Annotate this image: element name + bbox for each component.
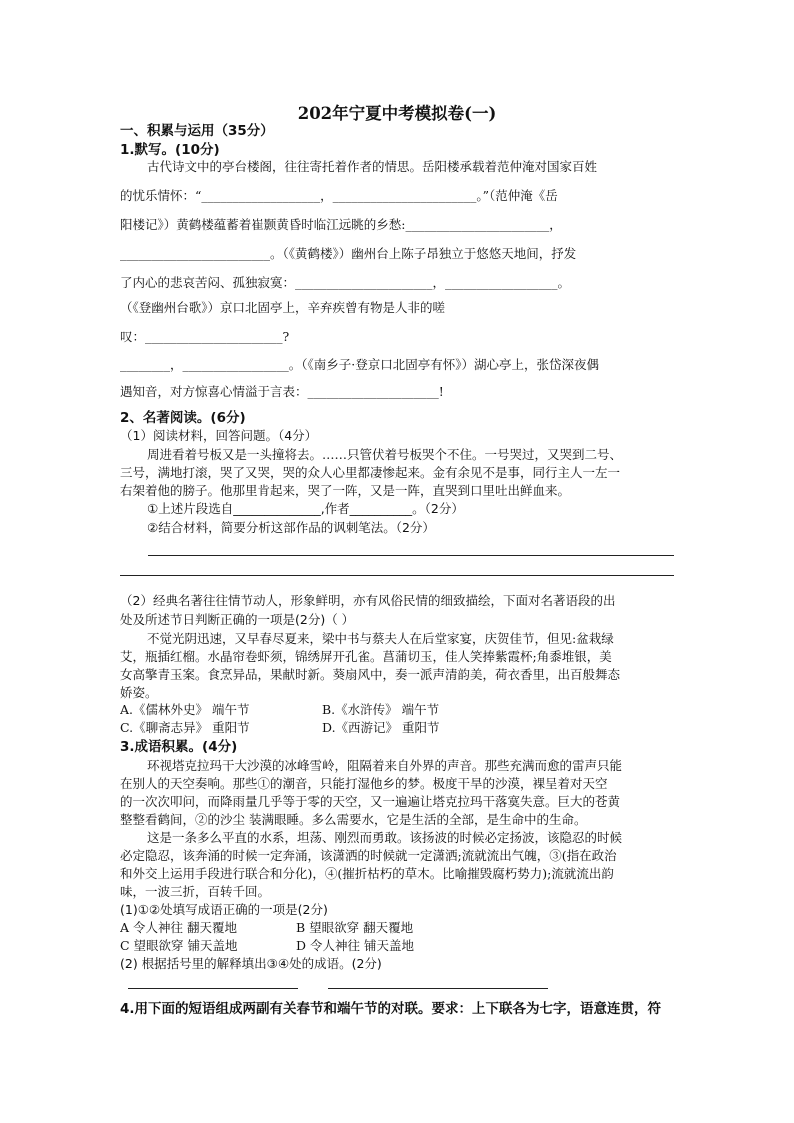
q3-passage-line: 在别人的天空奏响。那些①的潮音，只能打湿他乡的梦。极度干旱的沙漠，裸呈着对天空 (120, 776, 608, 791)
q1-line: 遇知音，对方惊喜心情溢于言表：_____________________! (120, 384, 444, 399)
q2-passage2-line: 不觉光阴迅速，又早春尽夏来，梁中书与蔡夫人在后堂家宴，庆贺佳节，但见:盆栽绿 (147, 631, 614, 646)
question-1-heading: 1.默写。(10分) (120, 142, 220, 158)
answer-line (128, 988, 298, 989)
page-title: 202年宁夏中考模拟卷(一) (297, 104, 497, 123)
q2-item1: ①上述片段选自______________,作者__________。（2分） (147, 501, 464, 516)
q2-option-a: A.《儒林外史》 端午节 (120, 702, 250, 717)
q3-passage-line: 必定隐忍，该奔涌的时候一定奔涌，该潇洒的时候就一定潇洒;流就流出气魄，③(指在政治 (120, 848, 617, 863)
q3-passage-line: 环视塔克拉玛干大沙漠的冰峰雪岭，阻隔着来自外界的声音。那些充满而愈的雷声只能 (147, 758, 623, 773)
q2-option-b: B.《水浒传》 端午节 (322, 702, 440, 717)
answer-line (120, 575, 674, 576)
answer-line (328, 988, 548, 989)
answer-line (148, 555, 674, 556)
q2-passage-line: 周进看着号板又是一头撞将去。……只管伏着号板哭个不住。一号哭过，又哭到二号、 (147, 447, 623, 462)
q2-passage2-line: 女高擎青玉案。食烹异品，果献时新。葵扇风中，奏一派声清韵美，荷衣香里，出百般舞态 (120, 667, 621, 682)
q3-option-c: C 望眼欲穿 铺天盖地 (120, 938, 238, 953)
q2-option-d: D.《西游记》 重阳节 (322, 720, 440, 735)
question-4-line: 4.用下面的短语组成两副有关春节和端午节的对联。要求：上下联各为七字，语意连贯，符 (120, 1001, 662, 1017)
q3-option-a: A 令人神往 翻天覆地 (120, 920, 237, 935)
q1-line: 阳楼记》）黄鹤楼蕴蓄着崔颢黄昏时临江远眺的乡愁:_______________________， (120, 217, 562, 232)
question-2-heading: 2、名著阅读。(6分) (120, 410, 246, 426)
question-3-heading: 3.成语积累。(4分) (120, 739, 238, 755)
q3-passage-line: 和外交上运用手段进行联合和分化)，④(摧折枯朽的草木。比喻摧毁腐朽势力);流就流出韵 (120, 866, 614, 881)
q1-line: ________，_________________。（《南乡子·登京口北固亭有怀》）湖心亭上，张岱深夜偶 (120, 357, 599, 372)
q1-line: 古代诗文中的亭台楼阁，往往寄托着作者的情思。岳阳楼承载着范仲淹对国家百姓 (147, 159, 598, 174)
q2-passage2-line: 娇姿。 (120, 685, 158, 700)
q3-passage-line: 味，一波三折，百转千回。 (120, 884, 271, 899)
q1-line: 了内心的悲哀苦闷、孤独寂寞：______________________，__________________。 (120, 275, 571, 290)
q2-sub2-line: （2）经典名著往往情节动人，形象鲜明，亦有风俗民情的细致描绘，下面对名著语段的出 (120, 593, 616, 608)
q1-line: 叹：______________________? (120, 329, 290, 344)
q1-line: （《登幽州台歌》）京口北固亭上，辛弃疾曾有物是人非的嗟 (120, 300, 446, 315)
q3-passage-line: 的一次次叩问，而降雨量几乎等于零的天空，又一遍遍让塔克拉玛干落寞失意。巨大的苍黄 (120, 794, 621, 809)
q2-passage-line: 三号，满地打滚，哭了又哭，哭的众人心里都凄惨起来。金有余见不是事，同行主人一左一 (120, 465, 621, 480)
q2-sub2-line: 处及所述节日判断正确的一项是(2分)（ ） (120, 612, 355, 627)
q1-line: ________________________。（《黄鹤楼》）幽州台上陈子昂独立于悠悠天地间，抒发 (120, 246, 577, 261)
section-heading: 一、积累与运用（35分） (120, 123, 274, 139)
q1-line: 的忧乐情怀：“___________________，_______________________。”（范仲淹《岳 (120, 188, 558, 203)
q3-passage-line: 整整看鹤间，②的沙尘 装满眼睡。多么需要水，它是生活的全部，是生命中的生命。 (120, 812, 587, 827)
q2-passage-line: 右架着他的膀子。他那里肯起来，哭了一阵，又是一阵，直哭到口里吐出鲜血来。 (120, 483, 571, 498)
q3-sub1: (1)①②处填写成语正确的一项是(2分) (120, 902, 328, 917)
q3-option-b: B 望眼欲穿 翻天覆地 (296, 920, 414, 935)
q3-option-d: D 令人神往 铺天盖地 (296, 938, 414, 953)
q3-passage-line: 这是一条多么平直的水系，坦荡、刚烈而勇敢。该扬波的时候必定扬波，该隐忍的时候 (147, 830, 623, 845)
q2-sub1: （1）阅读材料，回答问题。（4分） (120, 428, 318, 443)
q2-option-c: C.《聊斋志异》 重阳节 (120, 720, 250, 735)
q2-passage2-line: 艾，瓶插红榴。水晶帘卷虾须，锦绣屏开孔雀。菖蒲切玉，佳人笑捧紫霞杯;角黍堆银，美 (120, 649, 612, 664)
q2-item2: ②结合材料，简要分析这部作品的讽刺笔法。（2分） (147, 520, 435, 535)
q3-sub2: (2) 根据括号里的解释填出③④处的成语。(2分) (120, 956, 382, 971)
